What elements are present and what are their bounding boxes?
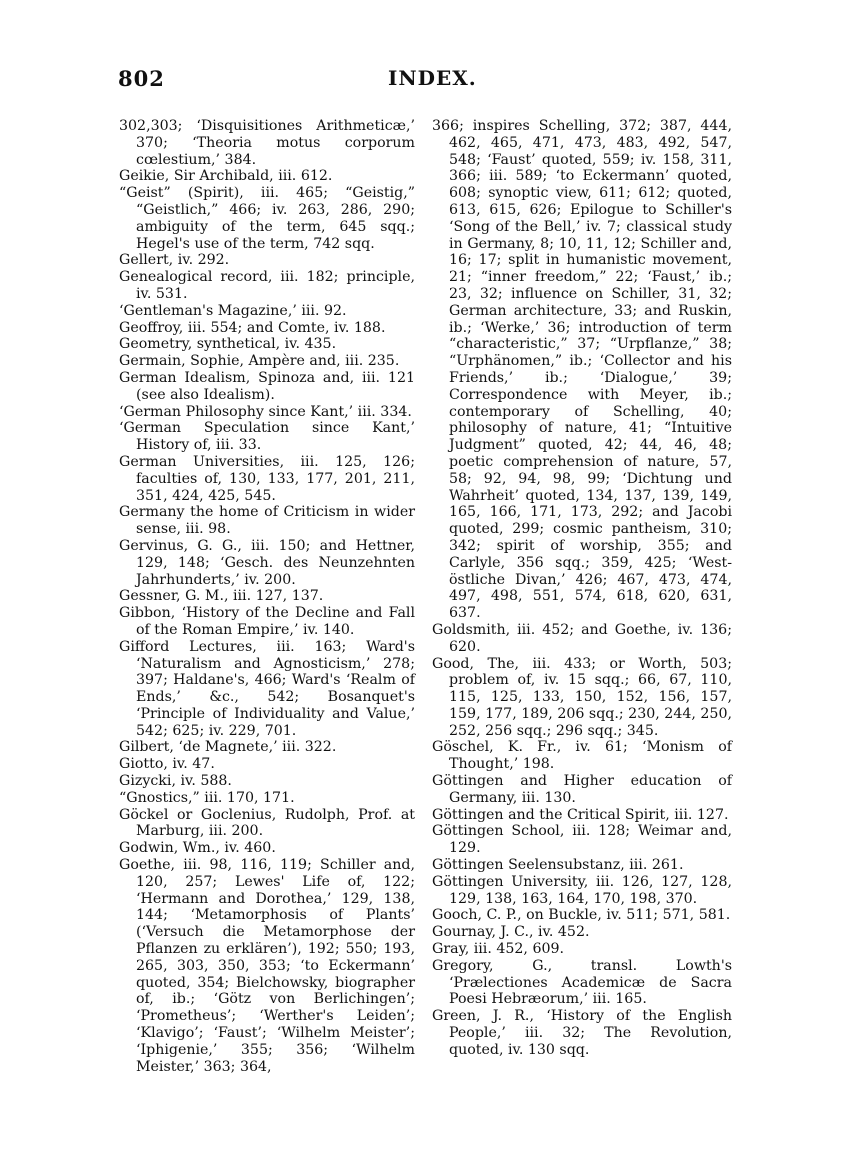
index-entry: Gooch, C. P., on Buckle, iv. 511; 571, 581. (432, 907, 731, 924)
page-number: 802 (118, 66, 165, 91)
index-entry: German Universities, iii. 125, 126; faculties of, 130, 133, 177, 201, 211, 351, 424, 425, 545. (119, 453, 415, 504)
index-entry: Gessner, G. M., iii. 127, 137. (119, 588, 324, 605)
index-entry: Göttingen Seelensubstanz, iii. 261. (432, 857, 684, 874)
index-entry: 366; inspires Schelling, 372; 387, 444, 462, 465, 471, 473, 483, 492, 547, 548; ‘Faust’ quoted, 559; iv. 158, 311, 366; iii. 589; ‘to Eckermann’ quoted, 608; synoptic view, 611; 612; quoted, 613, 615, 626; Epilogue to Schiller's ‘Song of the Bell,’ iv. 7; classical study in Germany, 8; 10, 11, 12; Schiller and, 16; 17; split in humanistic movement, 21; “inner freedom,” 22; ‘Faust,’ ib.; 23, 32; influence on Schiller, 31, 32; German architecture, 33; and Ruskin, ib.; ‘Werke,’ 36; introduction of term “characteristic,” 37; “Urpflanze,” 38; “Urphänomen,” ib.; ‘Collector and his Friends,’ ib.; ‘Dialogue,’ 39; Correspondence with Meyer, ib.; contemporary of Schelling, 40; philosophy of nature, 41; “Intuitive Judgment” quoted, 42; 44, 46, 48; poetic comprehension of nature, 57, 58; 92, 94, 98, 99; ‘Dichtung und Wahrheit’ quoted, 134, 137, 139, 149, 165, 166, 171, 173, 292; and Jacobi quoted, 299; cosmic pantheism, 310; 342; spirit of worship, 355; and Carlyle, 356 sqq.; 359, 425; ‘West-östliche Divan,’ 426; 467, 473, 474, 497, 498, 551, 574, 618, 620, 631, 637. (432, 118, 732, 622)
index-entry: Gilbert, ‘de Magnete,’ iii. 322. (119, 739, 337, 756)
index-column-left (119, 118, 415, 1075)
index-entry: Green, J. R., ‘History of the English People,’ iii. 32; The Revolution, quoted, iv. 130 sqq. (432, 1008, 732, 1058)
index-entry: Goethe, iii. 98, 116, 119; Schiller and, 120, 257; Lewes' Life of, 122; ‘Hermann and Dorothea,’ 129, 138, 144; ‘Metamorphosis of Plants’ (‘Versuch die Metamorphose der Pflanzen zu erklären’), 192; 550; 193, 265, 303, 350, 353; ‘to Eckermann’ quoted, 354; Bielchowsky, biographer of, ib.; ‘Götz von Berlichingen’; ‘Prometheus’; ‘Werther's Leiden’; ‘Klavigo’; ‘Faust’; ‘Wilhelm Meister’; ‘Iphigenie,’ 355; 356; ‘Wilhelm Meister,’ 363; 364, (119, 857, 415, 1075)
index-entry: Gervinus, G. G., iii. 150; and Hettner, 129, 148; ‘Gesch. des Neunzehnten Jahrhunderts,’ iv. 200. (119, 537, 415, 588)
index-column-right (432, 118, 732, 1059)
page-header (118, 66, 730, 96)
index-entry: ‘German Philosophy since Kant,’ iii. 334. (119, 403, 412, 420)
index-entry: Genealogical record, iii. 182; principle, iv. 531. (119, 269, 415, 302)
index-entry: Germany the home of Criticism in wider sense, iii. 98. (119, 504, 415, 538)
index-entry: Geoffroy, iii. 554; and Comte, iv. 188. (119, 319, 386, 336)
index-entry: Gregory, G., transl. Lowth's ‘Prælectiones Academicæ de Sacra Poesi Hebræorum,’ iii. 165. (432, 957, 732, 1008)
index-entry: Geikie, Sir Archibald, iii. 612. (119, 168, 333, 185)
index-entry: Göckel or Goclenius, Rudolph, Prof. at Marburg, iii. 200. (119, 806, 415, 840)
page-title: INDEX. (388, 66, 477, 90)
index-entry: Giotto, iv. 47. (119, 756, 215, 773)
index-entry: Göttingen University, iii. 126, 127, 128, 129, 138, 163, 164, 170, 198, 370. (432, 873, 732, 907)
index-entry: Geometry, synthetical, iv. 435. (119, 336, 337, 353)
index-entry: Godwin, Wm., iv. 460. (119, 840, 276, 857)
index-entry: “Gnostics,” iii. 170, 171. (119, 789, 295, 806)
index-entry: ‘Gentleman's Magazine,’ iii. 92. (119, 302, 347, 319)
index-entry: “Geist” (Spirit), iii. 465; “Geistig,” “Geistlich,” 466; iv. 263, 286, 290; ambiguity of the term, 645 sqq.; Hegel's use of the term, 742 sqq. (119, 185, 415, 252)
index-entry: Germain, Sophie, Ampère and, iii. 235. (119, 353, 400, 370)
index-entry: Gizycki, iv. 588. (119, 773, 232, 790)
index-entry: Göschel, K. Fr., iv. 61; ‘Monism of Thought,’ 198. (432, 739, 732, 773)
index-entry: Göttingen and Higher education of Germany, iii. 130. (432, 773, 732, 806)
index-entry: ‘German Speculation since Kant,’ History of, iii. 33. (119, 420, 415, 454)
index-entry: 302,303; ‘Disquisitiones Arithmeticæ,’ 370; ‘Theoria motus corporum cœlestium,’ 384. (119, 118, 415, 168)
index-entry: Göttingen School, iii. 128; Weimar and, 129. (432, 823, 732, 857)
index-entry: Gray, iii. 452, 609. (432, 941, 565, 958)
index-entry: Gibbon, ‘History of the Decline and Fall of the Roman Empire,’ iv. 140. (119, 605, 415, 638)
index-entry: Gifford Lectures, iii. 163; Ward's ‘Naturalism and Agnosticism,’ 278; 397; Haldane's, 466; Ward's ‘Realm of Ends,’ &c., 542; Bosanquet's ‘Principle of Individuality and Value,’ 542; 625; iv. 229, 701. (119, 638, 415, 739)
index-entry: Good, The, iii. 433; or Worth, 503; problem of, iv. 15 sqq.; 66, 67, 110, 115, 125, 133, 150, 152, 156, 157, 159, 177, 189, 206 sqq.; 230, 244, 250, 252, 256 sqq.; 296 sqq.; 345. (432, 655, 732, 739)
index-entry: Gellert, iv. 292. (119, 252, 230, 269)
index-entry: German Idealism, Spinoza and, iii. 121 (see also Idealism). (119, 369, 415, 403)
index-entry: Gournay, J. C., iv. 452. (432, 924, 590, 941)
index-entry: Goldsmith, iii. 452; and Goethe, iv. 136; 620. (432, 621, 732, 655)
index-entry: Göttingen and the Critical Spirit, iii. 127. (432, 806, 729, 823)
